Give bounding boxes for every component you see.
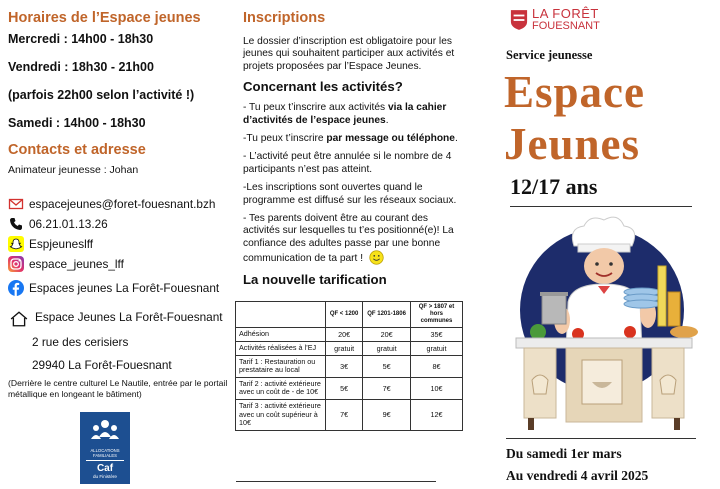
activities-p1: - Tu peux t’inscrire aux activités via la cahier d’activités de l’espace jeunes. xyxy=(243,102,447,126)
table-header-cell: QF > 1807 et hors communes xyxy=(411,301,463,327)
activities-p2: -Tu peux t’inscrire par message ou téléphone. xyxy=(243,133,458,145)
address-note: (Derrière le centre culturel Le Nautile, entrée par le portail métallique en longeant le bâtiment) xyxy=(8,378,228,399)
table-cell: 20€ xyxy=(326,327,363,341)
table-cell: 3€ xyxy=(326,355,363,377)
table-cell: gratuit xyxy=(326,341,363,355)
instagram-icon xyxy=(8,256,24,272)
address-city: 29940 La Forêt-Fouesnant xyxy=(32,358,172,372)
table-header-row xyxy=(236,301,463,327)
inscriptions-text: Le dossier d’inscription est obligatoire pour les jeunes qui souhaitent participer aux activités et projets proposées par l’Espace Jeunes. xyxy=(243,36,455,72)
cover-title-2: Jeunes xyxy=(504,119,641,169)
town-crest-icon xyxy=(510,9,528,31)
phone-row[interactable] xyxy=(8,216,232,232)
cover-rule-top xyxy=(510,206,692,207)
instagram-text[interactable]: espace_jeunes_lff xyxy=(29,257,124,271)
hours-wednesday: Mercredi : 14h00 - 18h30 xyxy=(8,32,154,46)
table-header-cell: QF < 1200 xyxy=(326,301,363,327)
phone-icon xyxy=(8,216,24,232)
table-cell: 9€ xyxy=(363,400,411,431)
table-cell: Tarif 2 : activité extérieure avec un coût de - de 10€ xyxy=(236,377,326,399)
hours-saturday: Samedi : 14h00 - 18h30 xyxy=(8,116,146,130)
bottom-rule xyxy=(236,481,436,482)
cover-title-1: Espace xyxy=(504,67,645,117)
snapchat-icon xyxy=(8,236,24,252)
table-cell: 10€ xyxy=(411,377,463,399)
table-cell: Adhésion xyxy=(236,327,326,341)
table-row xyxy=(236,327,463,341)
table-row xyxy=(236,355,463,377)
table-cell: 7€ xyxy=(363,377,411,399)
caf-line1: ALLOCATIONS xyxy=(90,448,120,453)
table-cell: 5€ xyxy=(326,377,363,399)
caf-emblem-icon xyxy=(85,415,125,443)
facebook-icon xyxy=(8,280,24,296)
activities-p5: - Tes parents doivent être au courant des activités sur lesquelles tu t’es positionné(e)! La confiance des adultes passe par une bonne communication de ta part ! xyxy=(243,213,454,265)
pricing-table xyxy=(235,301,463,431)
table-row xyxy=(236,400,463,431)
table-cell: 7€ xyxy=(326,400,363,431)
hours-section xyxy=(8,10,232,130)
address-block xyxy=(8,310,232,399)
ages-label: 12/17 ans xyxy=(510,174,598,199)
activities-list xyxy=(243,102,461,265)
info-column xyxy=(0,0,232,489)
caf-region: du Finistère xyxy=(92,474,117,479)
inscriptions-title: Inscriptions xyxy=(243,10,326,26)
activities-p4: -Les inscriptions sont ouvertes quand le programme est diffusé sur les réseaux sociaux. xyxy=(243,182,457,206)
facebook-row[interactable] xyxy=(8,280,232,296)
logo-line1: LA FORÊT xyxy=(532,6,599,21)
contacts-title: Contacts et adresse xyxy=(8,142,146,158)
table-cell: Activités réalisées à l’EJ xyxy=(236,341,326,355)
hours-friday-note: (parfois 22h00 selon l’activité !) xyxy=(8,88,195,102)
table-header-cell xyxy=(236,301,326,327)
table-cell: Tarif 3 : activité extérieure avec un coût supérieur à 10€ xyxy=(236,400,326,431)
snapchat-row[interactable] xyxy=(8,236,232,252)
caf-logo xyxy=(80,412,130,484)
cover-rule-bottom xyxy=(506,438,696,439)
hours-friday: Vendredi : 18h30 - 21h00 xyxy=(8,60,154,74)
table-cell: 12€ xyxy=(411,400,463,431)
date-start: Du samedi 1er mars xyxy=(506,446,622,461)
service-label: Service jeunesse xyxy=(506,48,593,62)
facebook-text[interactable]: Espaces jeunes La Forêt-Fouesnant xyxy=(29,281,220,295)
address-street: 2 rue des cerisiers xyxy=(32,335,129,349)
activities-p3: - L’activité peut être annulée si le nombre de 4 participants n’est pas atteint. xyxy=(243,151,452,175)
chef-illustration xyxy=(502,210,702,435)
date-end: Au vendredi 4 avril 2025 xyxy=(506,468,649,483)
cover-column xyxy=(482,0,720,489)
animator-text: Animateur jeunesse : Johan xyxy=(8,164,139,176)
phone-text[interactable]: 06.21.01.13.26 xyxy=(29,217,108,231)
town-logo xyxy=(510,8,600,32)
snapchat-text[interactable]: Espjeuneslff xyxy=(29,237,94,251)
email-text[interactable]: espacejeunes@foret-fouesnant.bzh xyxy=(29,197,216,211)
table-header-cell: QF 1201-1806 xyxy=(363,301,411,327)
address-name: Espace Jeunes La Forêt-Fouesnant xyxy=(35,310,223,324)
table-cell: gratuit xyxy=(411,341,463,355)
caf-line2: FAMILIALES xyxy=(93,453,117,458)
table-cell: gratuit xyxy=(363,341,411,355)
envelope-icon xyxy=(8,196,24,212)
instagram-row[interactable] xyxy=(8,256,232,272)
table-cell: Tarif 1 : Restauration ou prestataire au local xyxy=(236,355,326,377)
table-row xyxy=(236,377,463,399)
logo-line2: FOUESNANT xyxy=(532,20,600,32)
smiley-icon xyxy=(369,250,384,265)
details-column xyxy=(240,0,465,489)
house-icon xyxy=(8,310,30,328)
table-cell: 8€ xyxy=(411,355,463,377)
caf-name: Caf xyxy=(96,463,114,474)
hours-title: Horaires de l’Espace jeunes xyxy=(8,10,201,26)
table-cell: 35€ xyxy=(411,327,463,341)
table-row xyxy=(236,341,463,355)
activities-title: Concernant les activités? xyxy=(243,79,403,95)
pricing-title: La nouvelle tarification xyxy=(243,271,387,287)
table-cell: 5€ xyxy=(363,355,411,377)
table-cell: 20€ xyxy=(363,327,411,341)
email-row[interactable] xyxy=(8,196,232,212)
